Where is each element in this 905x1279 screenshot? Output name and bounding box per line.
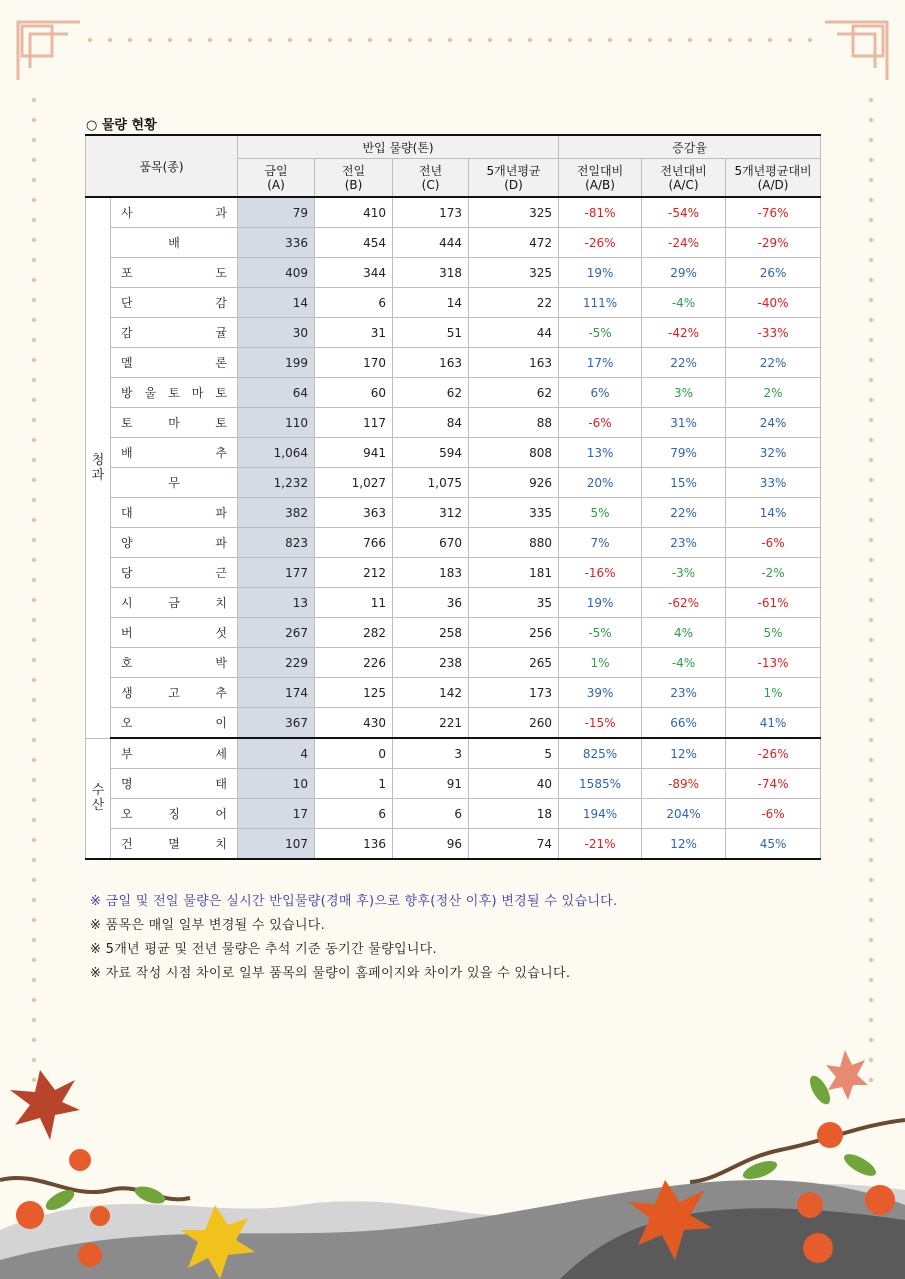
rate-cell: -5%: [559, 318, 642, 348]
volume-cell: 163: [393, 348, 469, 378]
item-name: 배: [111, 228, 238, 258]
volume-cell: 22: [469, 288, 559, 318]
footnote: ※ 5개년 평균 및 전년 물량은 추석 기준 동기간 물량입니다.: [90, 942, 437, 957]
column-header: 5개년평균 (D): [469, 159, 559, 198]
volume-cell: 1: [315, 769, 393, 799]
volume-cell: 174: [238, 678, 315, 708]
rate-cell: 15%: [642, 468, 726, 498]
rate-cell: 5%: [726, 618, 821, 648]
volume-cell: 444: [393, 228, 469, 258]
volume-cell: 13: [238, 588, 315, 618]
rate-cell: -54%: [642, 197, 726, 228]
column-header: 전일대비 (A/B): [559, 159, 642, 198]
rate-cell: 1%: [559, 648, 642, 678]
table-row: [86, 318, 821, 348]
volume-cell: 238: [393, 648, 469, 678]
volume-cell: 1,075: [393, 468, 469, 498]
footnote: ※ 품목은 매일 일부 변경될 수 있습니다.: [90, 918, 326, 933]
rate-cell: -21%: [559, 829, 642, 860]
category-label: 청과: [86, 197, 111, 738]
volume-cell: 363: [315, 498, 393, 528]
rate-cell: 3%: [642, 378, 726, 408]
volume-cell: 221: [393, 708, 469, 739]
volume-cell: 125: [315, 678, 393, 708]
rate-cell: -26%: [559, 228, 642, 258]
volume-cell: 44: [469, 318, 559, 348]
rate-cell: 204%: [642, 799, 726, 829]
volume-cell: 91: [393, 769, 469, 799]
volume-cell: 35: [469, 588, 559, 618]
volume-cell: 173: [469, 678, 559, 708]
column-header: 전일 (B): [315, 159, 393, 198]
volume-cell: 409: [238, 258, 315, 288]
column-header: 금일 (A): [238, 159, 315, 198]
volume-cell: 808: [469, 438, 559, 468]
table-row: [86, 228, 821, 258]
volume-cell: 11: [315, 588, 393, 618]
volume-cell: 199: [238, 348, 315, 378]
volume-cell: 117: [315, 408, 393, 438]
rate-cell: -61%: [726, 588, 821, 618]
item-name: 호 박: [111, 648, 238, 678]
rate-cell: 5%: [559, 498, 642, 528]
item-name: 토 마 토: [111, 408, 238, 438]
volume-cell: 367: [238, 708, 315, 739]
footnote: ※ 금일 및 전일 물량은 실시간 반입물량(경매 후)으로 향후(정산 이후) 변경될 수 있습니다.: [90, 894, 618, 909]
volume-cell: 36: [393, 588, 469, 618]
rate-cell: 24%: [726, 408, 821, 438]
rate-cell: -2%: [726, 558, 821, 588]
volume-cell: 430: [315, 708, 393, 739]
volume-cell: 212: [315, 558, 393, 588]
rate-cell: 26%: [726, 258, 821, 288]
rate-cell: 22%: [642, 498, 726, 528]
volume-cell: 823: [238, 528, 315, 558]
volume-cell: 62: [393, 378, 469, 408]
volume-cell: 282: [315, 618, 393, 648]
item-name: 부 세: [111, 738, 238, 769]
rate-cell: 66%: [642, 708, 726, 739]
volume-cell: 107: [238, 829, 315, 860]
rate-cell: -74%: [726, 769, 821, 799]
rate-cell: -16%: [559, 558, 642, 588]
item-name: 명 태: [111, 769, 238, 799]
volume-cell: 31: [315, 318, 393, 348]
rate-cell: 41%: [726, 708, 821, 739]
rate-cell: -76%: [726, 197, 821, 228]
rate-cell: -3%: [642, 558, 726, 588]
volume-cell: 183: [393, 558, 469, 588]
item-name: 배 추: [111, 438, 238, 468]
item-name: 건 멸 치: [111, 829, 238, 860]
volume-cell: 258: [393, 618, 469, 648]
volume-cell: 14: [238, 288, 315, 318]
volume-cell: 3: [393, 738, 469, 769]
volume-cell: 256: [469, 618, 559, 648]
rate-cell: 79%: [642, 438, 726, 468]
volume-cell: 260: [469, 708, 559, 739]
volume-cell: 10: [238, 769, 315, 799]
volume-cell: 110: [238, 408, 315, 438]
rate-cell: 1%: [726, 678, 821, 708]
item-name: 무: [111, 468, 238, 498]
volume-cell: 177: [238, 558, 315, 588]
table-row: [86, 438, 821, 468]
section-title: ○ 물량 현황: [86, 118, 157, 133]
volume-cell: 344: [315, 258, 393, 288]
rate-cell: 1585%: [559, 769, 642, 799]
volume-cell: 325: [469, 258, 559, 288]
table-row: [86, 618, 821, 648]
volume-cell: 267: [238, 618, 315, 648]
volume-cell: 96: [393, 829, 469, 860]
volume-cell: 136: [315, 829, 393, 860]
rate-cell: 20%: [559, 468, 642, 498]
item-name: 오 이: [111, 708, 238, 739]
table-row: [86, 288, 821, 318]
volume-cell: 163: [469, 348, 559, 378]
item-name: 사 과: [111, 197, 238, 228]
volume-table: [85, 134, 821, 860]
table-row: [86, 348, 821, 378]
table-row: [86, 468, 821, 498]
table-row: [86, 197, 821, 228]
table-row: [86, 408, 821, 438]
rate-cell: -89%: [642, 769, 726, 799]
category-label: 수산: [86, 738, 111, 859]
volume-cell: 62: [469, 378, 559, 408]
rate-cell: 29%: [642, 258, 726, 288]
volume-cell: 472: [469, 228, 559, 258]
volume-cell: 14: [393, 288, 469, 318]
column-header: 전년 (C): [393, 159, 469, 198]
rate-cell: 19%: [559, 588, 642, 618]
volume-cell: 318: [393, 258, 469, 288]
rate-cell: -26%: [726, 738, 821, 769]
rate-cell: 7%: [559, 528, 642, 558]
rate-cell: 45%: [726, 829, 821, 860]
rate-cell: 825%: [559, 738, 642, 769]
volume-cell: 410: [315, 197, 393, 228]
rate-cell: 13%: [559, 438, 642, 468]
rate-cell: 12%: [642, 829, 726, 860]
column-header: 전년대비 (A/C): [642, 159, 726, 198]
footnotes: [90, 890, 617, 986]
rate-cell: 4%: [642, 618, 726, 648]
rate-cell: -42%: [642, 318, 726, 348]
rate-cell: 12%: [642, 738, 726, 769]
item-name: 감 귤: [111, 318, 238, 348]
rate-cell: 31%: [642, 408, 726, 438]
footnote: ※ 자료 작성 시점 차이로 일부 품목의 물량이 홈페이지와 차이가 있을 수 있습니다.: [90, 966, 571, 981]
rate-cell: 6%: [559, 378, 642, 408]
table-row: [86, 708, 821, 739]
volume-cell: 766: [315, 528, 393, 558]
volume-cell: 335: [469, 498, 559, 528]
rate-cell: -5%: [559, 618, 642, 648]
volume-cell: 226: [315, 648, 393, 678]
rate-cell: -15%: [559, 708, 642, 739]
volume-cell: 336: [238, 228, 315, 258]
volume-cell: 181: [469, 558, 559, 588]
item-name: 생 고 추: [111, 678, 238, 708]
volume-cell: 142: [393, 678, 469, 708]
item-name: 방 울 토 마 토: [111, 378, 238, 408]
volume-cell: 79: [238, 197, 315, 228]
rate-cell: -33%: [726, 318, 821, 348]
volume-cell: 880: [469, 528, 559, 558]
volume-cell: 325: [469, 197, 559, 228]
table-row: [86, 678, 821, 708]
rate-cell: -6%: [726, 799, 821, 829]
item-name: 오 징 어: [111, 799, 238, 829]
table-row: [86, 799, 821, 829]
rate-cell: 111%: [559, 288, 642, 318]
table-row: [86, 378, 821, 408]
rate-cell: 19%: [559, 258, 642, 288]
table-row: [86, 769, 821, 799]
volume-cell: 51: [393, 318, 469, 348]
volume-cell: 312: [393, 498, 469, 528]
volume-cell: 1,232: [238, 468, 315, 498]
volume-cell: 17: [238, 799, 315, 829]
volume-cell: 229: [238, 648, 315, 678]
table-row: [86, 829, 821, 860]
volume-cell: 6: [315, 288, 393, 318]
volume-cell: 74: [469, 829, 559, 860]
item-name: 양 파: [111, 528, 238, 558]
rate-cell: -6%: [559, 408, 642, 438]
volume-cell: 670: [393, 528, 469, 558]
table-row: [86, 648, 821, 678]
volume-cell: 594: [393, 438, 469, 468]
volume-cell: 60: [315, 378, 393, 408]
table-row: [86, 258, 821, 288]
table-row: [86, 558, 821, 588]
volume-cell: 18: [469, 799, 559, 829]
volume-cell: 941: [315, 438, 393, 468]
volume-cell: 926: [469, 468, 559, 498]
table-row: [86, 738, 821, 769]
volume-cell: 173: [393, 197, 469, 228]
table-row: [86, 588, 821, 618]
rate-cell: 17%: [559, 348, 642, 378]
rate-cell: 39%: [559, 678, 642, 708]
autumn-decoration: [0, 1030, 905, 1279]
volume-cell: 6: [393, 799, 469, 829]
rate-cell: 32%: [726, 438, 821, 468]
volume-cell: 40: [469, 769, 559, 799]
item-name: 버 섯: [111, 618, 238, 648]
rate-cell: -81%: [559, 197, 642, 228]
rate-cell: -13%: [726, 648, 821, 678]
volume-cell: 382: [238, 498, 315, 528]
item-name: 포 도: [111, 258, 238, 288]
rate-cell: 194%: [559, 799, 642, 829]
rate-cell: 22%: [642, 348, 726, 378]
volume-cell: 0: [315, 738, 393, 769]
rate-cell: 23%: [642, 528, 726, 558]
volume-cell: 265: [469, 648, 559, 678]
rate-cell: 22%: [726, 348, 821, 378]
volume-cell: 454: [315, 228, 393, 258]
rate-cell: 14%: [726, 498, 821, 528]
item-name: 단 감: [111, 288, 238, 318]
column-header: 5개년평균대비 (A/D): [726, 159, 821, 198]
volume-cell: 88: [469, 408, 559, 438]
volume-cell: 1,064: [238, 438, 315, 468]
table-row: [86, 498, 821, 528]
rate-cell: 23%: [642, 678, 726, 708]
item-name: 시 금 치: [111, 588, 238, 618]
volume-cell: 30: [238, 318, 315, 348]
rate-cell: -29%: [726, 228, 821, 258]
volume-cell: 84: [393, 408, 469, 438]
rate-cell: -6%: [726, 528, 821, 558]
table-row: [86, 528, 821, 558]
rate-cell: -4%: [642, 648, 726, 678]
volume-group-header: 반입 물량(톤): [238, 135, 559, 159]
volume-cell: 5: [469, 738, 559, 769]
rate-cell: -62%: [642, 588, 726, 618]
volume-cell: 1,027: [315, 468, 393, 498]
item-name: 대 파: [111, 498, 238, 528]
volume-cell: 4: [238, 738, 315, 769]
item-name: 당 근: [111, 558, 238, 588]
rate-cell: 33%: [726, 468, 821, 498]
item-column-header: 품목(종): [86, 135, 238, 197]
rate-group-header: 증감율: [559, 135, 821, 159]
volume-cell: 6: [315, 799, 393, 829]
item-name: 멜 론: [111, 348, 238, 378]
rate-cell: -24%: [642, 228, 726, 258]
rate-cell: -4%: [642, 288, 726, 318]
rate-cell: 2%: [726, 378, 821, 408]
volume-cell: 170: [315, 348, 393, 378]
volume-cell: 64: [238, 378, 315, 408]
rate-cell: -40%: [726, 288, 821, 318]
